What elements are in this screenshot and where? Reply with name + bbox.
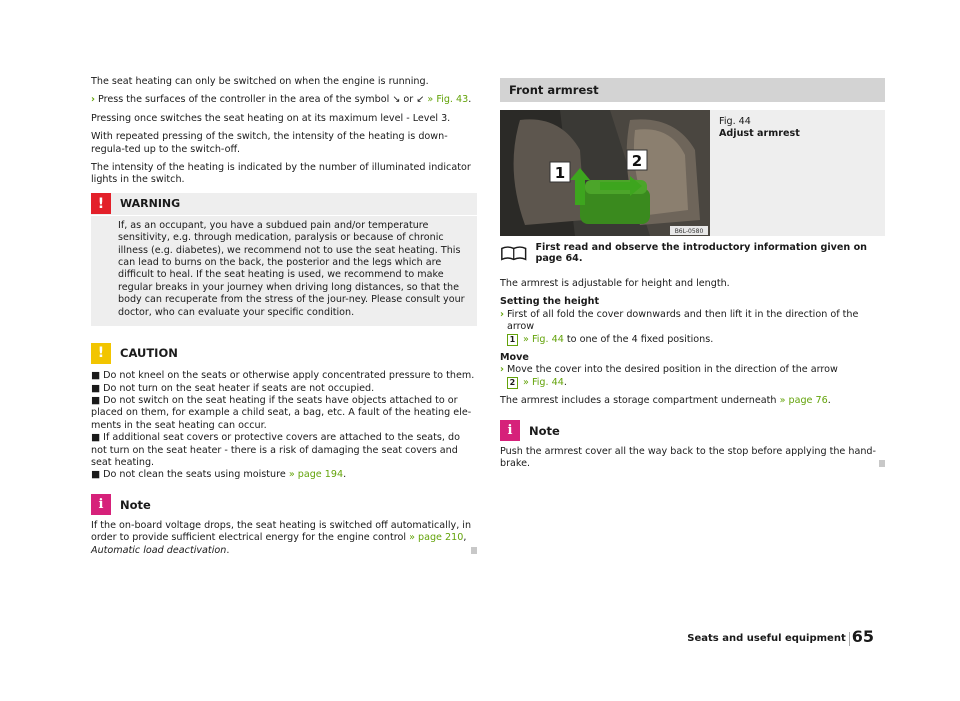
fig44-link[interactable]: » Fig. 44 bbox=[523, 376, 564, 388]
warning-icon: ! bbox=[91, 193, 111, 214]
footer-title: Seats and useful equipment bbox=[687, 633, 846, 644]
intro-row bbox=[500, 242, 885, 264]
caution-item: ■ Do not kneel on the seats or otherwise apply concentrated pressure to them. bbox=[91, 370, 475, 382]
seat-heat-icon: ↙ bbox=[416, 94, 425, 106]
figure-code: B6L-0580 bbox=[674, 228, 704, 235]
paragraph-repeated: With repeated pressing of the switch, the intensity of the heating is down-regula-ted up to the switch-off. bbox=[91, 131, 448, 155]
note-title: Note bbox=[120, 497, 151, 512]
section-end-mark bbox=[471, 547, 477, 554]
figure-callout-1: 1 bbox=[554, 164, 566, 182]
fig44-link[interactable]: » Fig. 44 bbox=[523, 333, 564, 345]
figure-label: Fig. 44 bbox=[719, 116, 751, 127]
seat-back-icon: ↘ bbox=[392, 94, 401, 106]
note-text: Push the armrest cover all the way back to the stop before applying the hand-brake. bbox=[500, 446, 885, 471]
step-arrow-icon: › bbox=[500, 308, 504, 320]
caution-item: ■ Do not turn on the seat heater if seats are not occupied. bbox=[91, 382, 375, 394]
armrest-image bbox=[500, 110, 710, 236]
info-icon: i bbox=[500, 420, 520, 441]
step-press-controller: › Press the surfaces of the controller in the area of the symbol ↘ or ↙ » Fig. 43. bbox=[91, 94, 472, 106]
page194-link[interactable]: » page 194 bbox=[288, 469, 344, 481]
figure-callout-2: 2 bbox=[631, 152, 643, 170]
setting-title: Setting the height bbox=[500, 296, 600, 308]
note-title: Note bbox=[529, 423, 560, 438]
callout-1: 1 bbox=[507, 334, 518, 346]
step-setting-height: › First of all fold the cover downwards and then lift it in the direction of the arrow 1 » Fig. 44 to one of the 4 fixed positions. bbox=[500, 308, 859, 345]
note-text: If the on-board voltage drops, the seat heating is switched off automatically, in order to provide sufficient electrical energy for the engine control » page 210, Automatic load deactivation. bbox=[91, 520, 477, 557]
step-arrow-icon: › bbox=[91, 94, 95, 106]
warning-box bbox=[91, 193, 477, 326]
warning-title: WARNING bbox=[120, 197, 181, 211]
page-footer bbox=[687, 627, 874, 646]
step-text: Press the surfaces of the controller in the area of the symbol bbox=[97, 94, 390, 106]
caution-icon: ! bbox=[91, 343, 111, 364]
note-header bbox=[91, 494, 477, 516]
intro-text: First read and observe the introductory information given on page 64. bbox=[535, 242, 868, 264]
section-end-mark bbox=[879, 460, 885, 467]
paragraph-adjustable: The armrest is adjustable for height and length. bbox=[500, 278, 730, 289]
fig43-link[interactable]: » Fig. 43 bbox=[427, 94, 469, 106]
page-number: 65 bbox=[851, 627, 874, 646]
caution-header bbox=[91, 342, 477, 364]
page210-link[interactable]: » page 210 bbox=[409, 532, 464, 544]
callout-2: 2 bbox=[507, 377, 518, 389]
paragraph-engine-running: The seat heating can only be switched on when the engine is running. bbox=[91, 76, 429, 87]
note-header bbox=[500, 420, 885, 442]
warning-text: If, as an occupant, you have a subdued pain and/or temperature sensitivity, e.g. through medication, paralysis or because of chronic illness (e.g. diabetes), we recommend not to use the seat heating. This can lead to burns on the back, the posterior and the legs which are difficult to heal. If the seat heating is used, we recommend to make regular breaks in your journey when driving long distances, so that the body can recuperate from the stress of the jour-ney. Please consult your doctor, who can evaluate your specific condition. bbox=[118, 219, 465, 318]
caution-title: CAUTION bbox=[120, 346, 178, 361]
caution-item: ■ Do not clean the seats using moisture » page 194. bbox=[91, 469, 347, 481]
info-icon: i bbox=[91, 494, 111, 515]
right-column bbox=[500, 76, 885, 476]
caution-item: ■ Do not switch on the seat heating if the seats have objects attached to or placed on them, for example a child seat, a bag, etc. A fault of the heating ele-ments in the seat heating can occur. bbox=[91, 394, 472, 431]
armrest-illustration bbox=[500, 110, 710, 236]
figure-caption-text: Adjust armrest bbox=[719, 128, 800, 139]
page76-link[interactable]: » page 76 bbox=[779, 395, 828, 407]
paragraph-storage: The armrest includes a storage compartment underneath » page 76. bbox=[500, 395, 831, 407]
caution-list bbox=[91, 370, 477, 482]
book-icon bbox=[500, 244, 527, 262]
paragraph-level: Pressing once switches the seat heating on at its maximum level - Level 3. bbox=[91, 112, 451, 124]
paragraph-intensity: The intensity of the heating is indicated by the number of illuminated indicator lights in the switch. bbox=[91, 162, 471, 186]
step-or: or bbox=[403, 94, 414, 106]
step-move: › Move the cover into the desired position in the direction of the arrow 2 » Fig. 44. bbox=[500, 364, 838, 388]
move-title: Move bbox=[500, 352, 529, 364]
figure-caption bbox=[719, 116, 885, 140]
section-title: Front armrest bbox=[500, 78, 885, 102]
step-arrow-icon: › bbox=[500, 364, 504, 376]
caution-item: ■ If additional seat covers or protective covers are attached to the seats, do not turn on the seat heater - there is a risk of damaging the seat covers and seat heating. bbox=[91, 432, 460, 468]
left-column bbox=[91, 76, 477, 563]
figure-row bbox=[500, 110, 885, 236]
